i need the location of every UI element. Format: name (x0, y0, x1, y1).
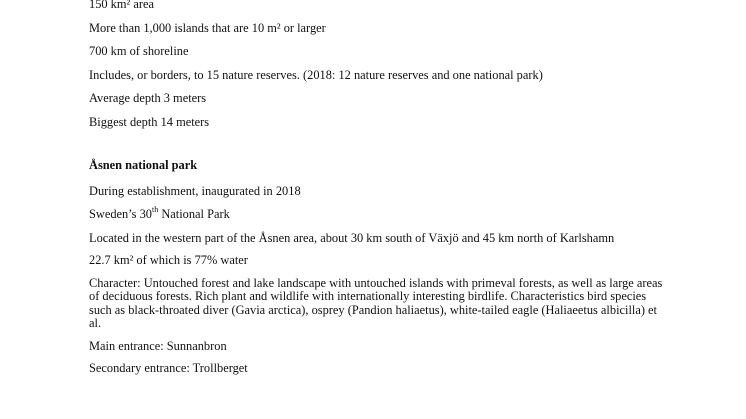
fact-size: 22.7 km² of which is 77% water (89, 253, 248, 267)
fact-shoreline: 700 km of shoreline (89, 44, 189, 58)
document-page (89, 0, 669, 385)
rank-ordinal-suffix: th (151, 204, 159, 214)
fact-average-depth: Average depth 3 meters (89, 91, 207, 105)
fact-nature-reserves: Includes, or borders, to 15 nature reserves. (2018: 12 nature reserves and one national park) (89, 67, 543, 82)
fact-main-entrance: Main entrance: Sunnanbron (89, 338, 227, 353)
fact-secondary-entrance: Secondary entrance: Trollberget (89, 361, 248, 375)
fact-character: Character: Untouched forest and lake landscape with untouched islands with primeval forests, as well as large areas of deciduous forests. Rich plant and wildlife with internationally interesting birdlife. Characteristics bird species such as black-throated diver (Gavia arctica), osprey (Pandion haliaetus), white-tailed eagle (Haliaeetus albicilla) et al. (89, 275, 663, 330)
section-heading-national-park: Åsnen national park (89, 158, 198, 172)
fact-islands: More than 1,000 islands that are 10 m² or larger (89, 20, 326, 35)
fact-location: Located in the western part of the Åsnen area, about 30 km south of Växjö and 45 km north of Karlshamn (89, 230, 615, 245)
rank-prefix: Sweden’s 30 (89, 207, 152, 221)
rank-suffix: National Park (158, 207, 230, 221)
fact-biggest-depth: Biggest depth 14 meters (89, 114, 210, 129)
fact-establishment: During establishment, inaugurated in 2018 (89, 183, 301, 198)
fact-national-park-rank (89, 204, 669, 222)
fact-area: 150 km² area (89, 0, 154, 11)
